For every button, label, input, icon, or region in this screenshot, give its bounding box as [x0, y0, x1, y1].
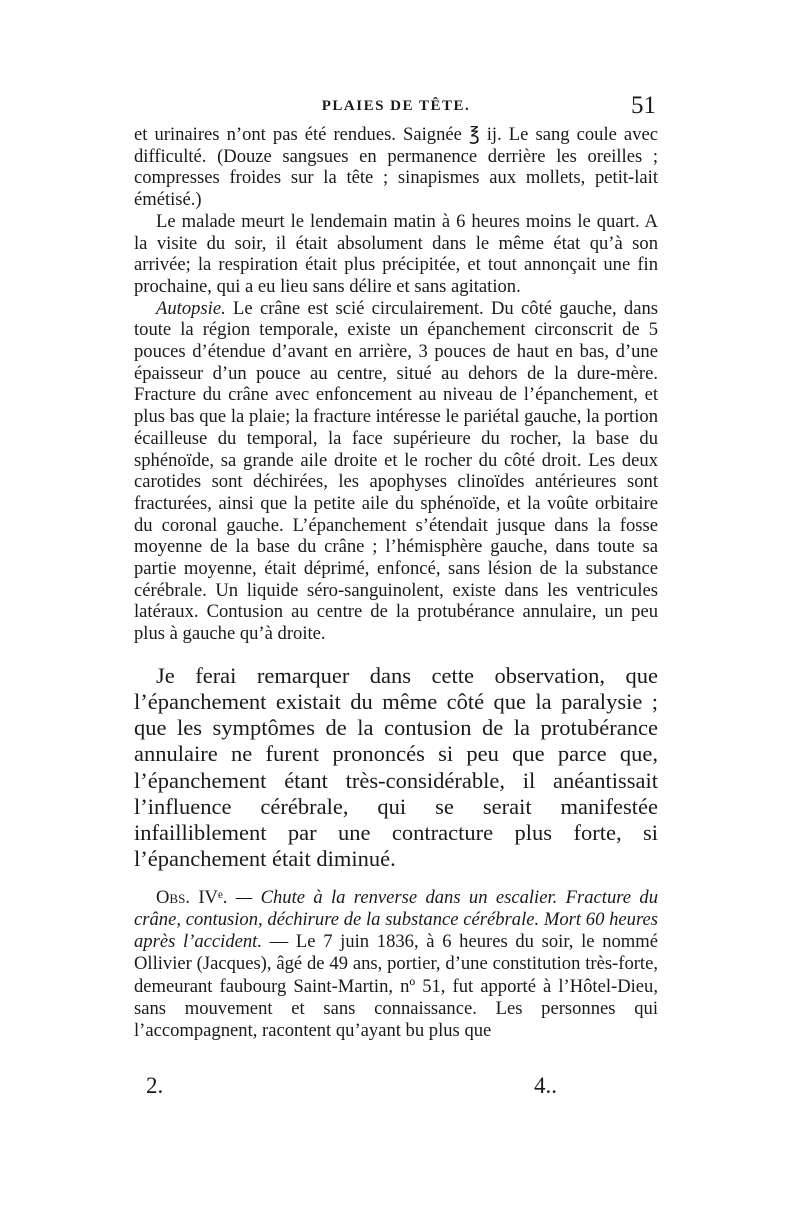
- paragraph-observation: [134, 887, 658, 1043]
- observation-label: Obs. IVᵉ.: [156, 886, 228, 908]
- page-body: [134, 124, 658, 1043]
- page-footer: [134, 1073, 658, 1103]
- autopsy-label: Autopsie.: [156, 297, 226, 319]
- autopsy-text: Le crâne est scié circulairement. Du côté gauche, dans toute la région temporale, existe un épanchement circonscrit de 5 pouces d’étendue d’avant en arrière, 3 pouces de haut en bas, d’une épaisseur d’un pouce au centre, situé au dehors de la dure-mère. Fracture du crâne avec enfoncement au niveau de l’épanchement, et plus bas que la plaie; la fracture intéresse le pariétal gauche, la portion écailleuse du temporal, la face supérieure du rocher, la base du sphénoïde, sa grande aile droite et le rocher du côté droit. Les deux carotides sont déchirées, les apophyses clinoïdes antérieures sont fracturées, ainsi que la petite aile du sphénoïde, et la voûte orbitaire du coronal gauche. L’épanchement s’étendait jusque dans la fosse moyenne de la base du crâne ; l’hémisphère gauche, dans toute sa partie moyenne, était déprimé, enfoncé, sans lésion de la substance cérébrale. Un liquide séro-sanguinolent, existe dans les ventricules latéraux. Contusion au centre de la protubérance annulaire, un peu plus à gauche qu’à droite.: [134, 297, 658, 645]
- paragraph-autopsy: [134, 298, 658, 645]
- signature-mark-right: 4..: [534, 1073, 557, 1098]
- observation-title: — Chute à la renverse dans un escalier. Fracture du crâne, contusion, déchirure de la substance cérébrale. Mort 60 heures après l’accident.: [134, 886, 658, 953]
- observation-text: — Le 7 juin 1836, à 6 heures du soir, le nommé Ollivier (Jacques), âgé de 49 ans, portier, d’une constitution très-forte, demeurant faubourg Saint-Martin, nº 51, fut apporté à l’Hôtel-Dieu, sans mouvement et sans connaissance. Les personnes qui l’accompagnent, racontent qu’ayant bu plus que: [134, 931, 658, 1042]
- signature-mark-left: 2.: [146, 1073, 164, 1098]
- page-number: 51: [631, 92, 656, 119]
- paragraph-death: Le malade meurt le lendemain matin à 6 heures moins le quart. A la visite du soir, il était absolument dans le même état qu’à son arrivée; la respiration était plus précipitée, et tout annonçait une fin prochaine, qui a eu lieu sans délire et sans agitation.: [134, 210, 658, 297]
- page-header: [134, 92, 658, 122]
- paragraph-commentary: Je ferai remarquer dans cette observation, que l’épanchement existait du même côté que la paralysie ; que les symptômes de la contusion de la protubérance annulaire ne furent prononcés si peu que parce que, l’épanchement étant très-considérable, il anéantissait l’influence cérébrale, qui se serait manifestée infailliblement par une contracture plus forte, si l’épanchement était diminué.: [134, 662, 658, 872]
- running-title: PLAIES DE TÊTE.: [321, 98, 471, 114]
- paragraph-case-continuation: et urinaires n’ont pas été rendues. Saignée ℥ ij. Le sang coule avec difficulté. (Douze sangsues en permanence derrière les oreilles ; compresses froides sur la tête ; sinapismes aux mollets, petit-lait émétisé.): [134, 124, 658, 211]
